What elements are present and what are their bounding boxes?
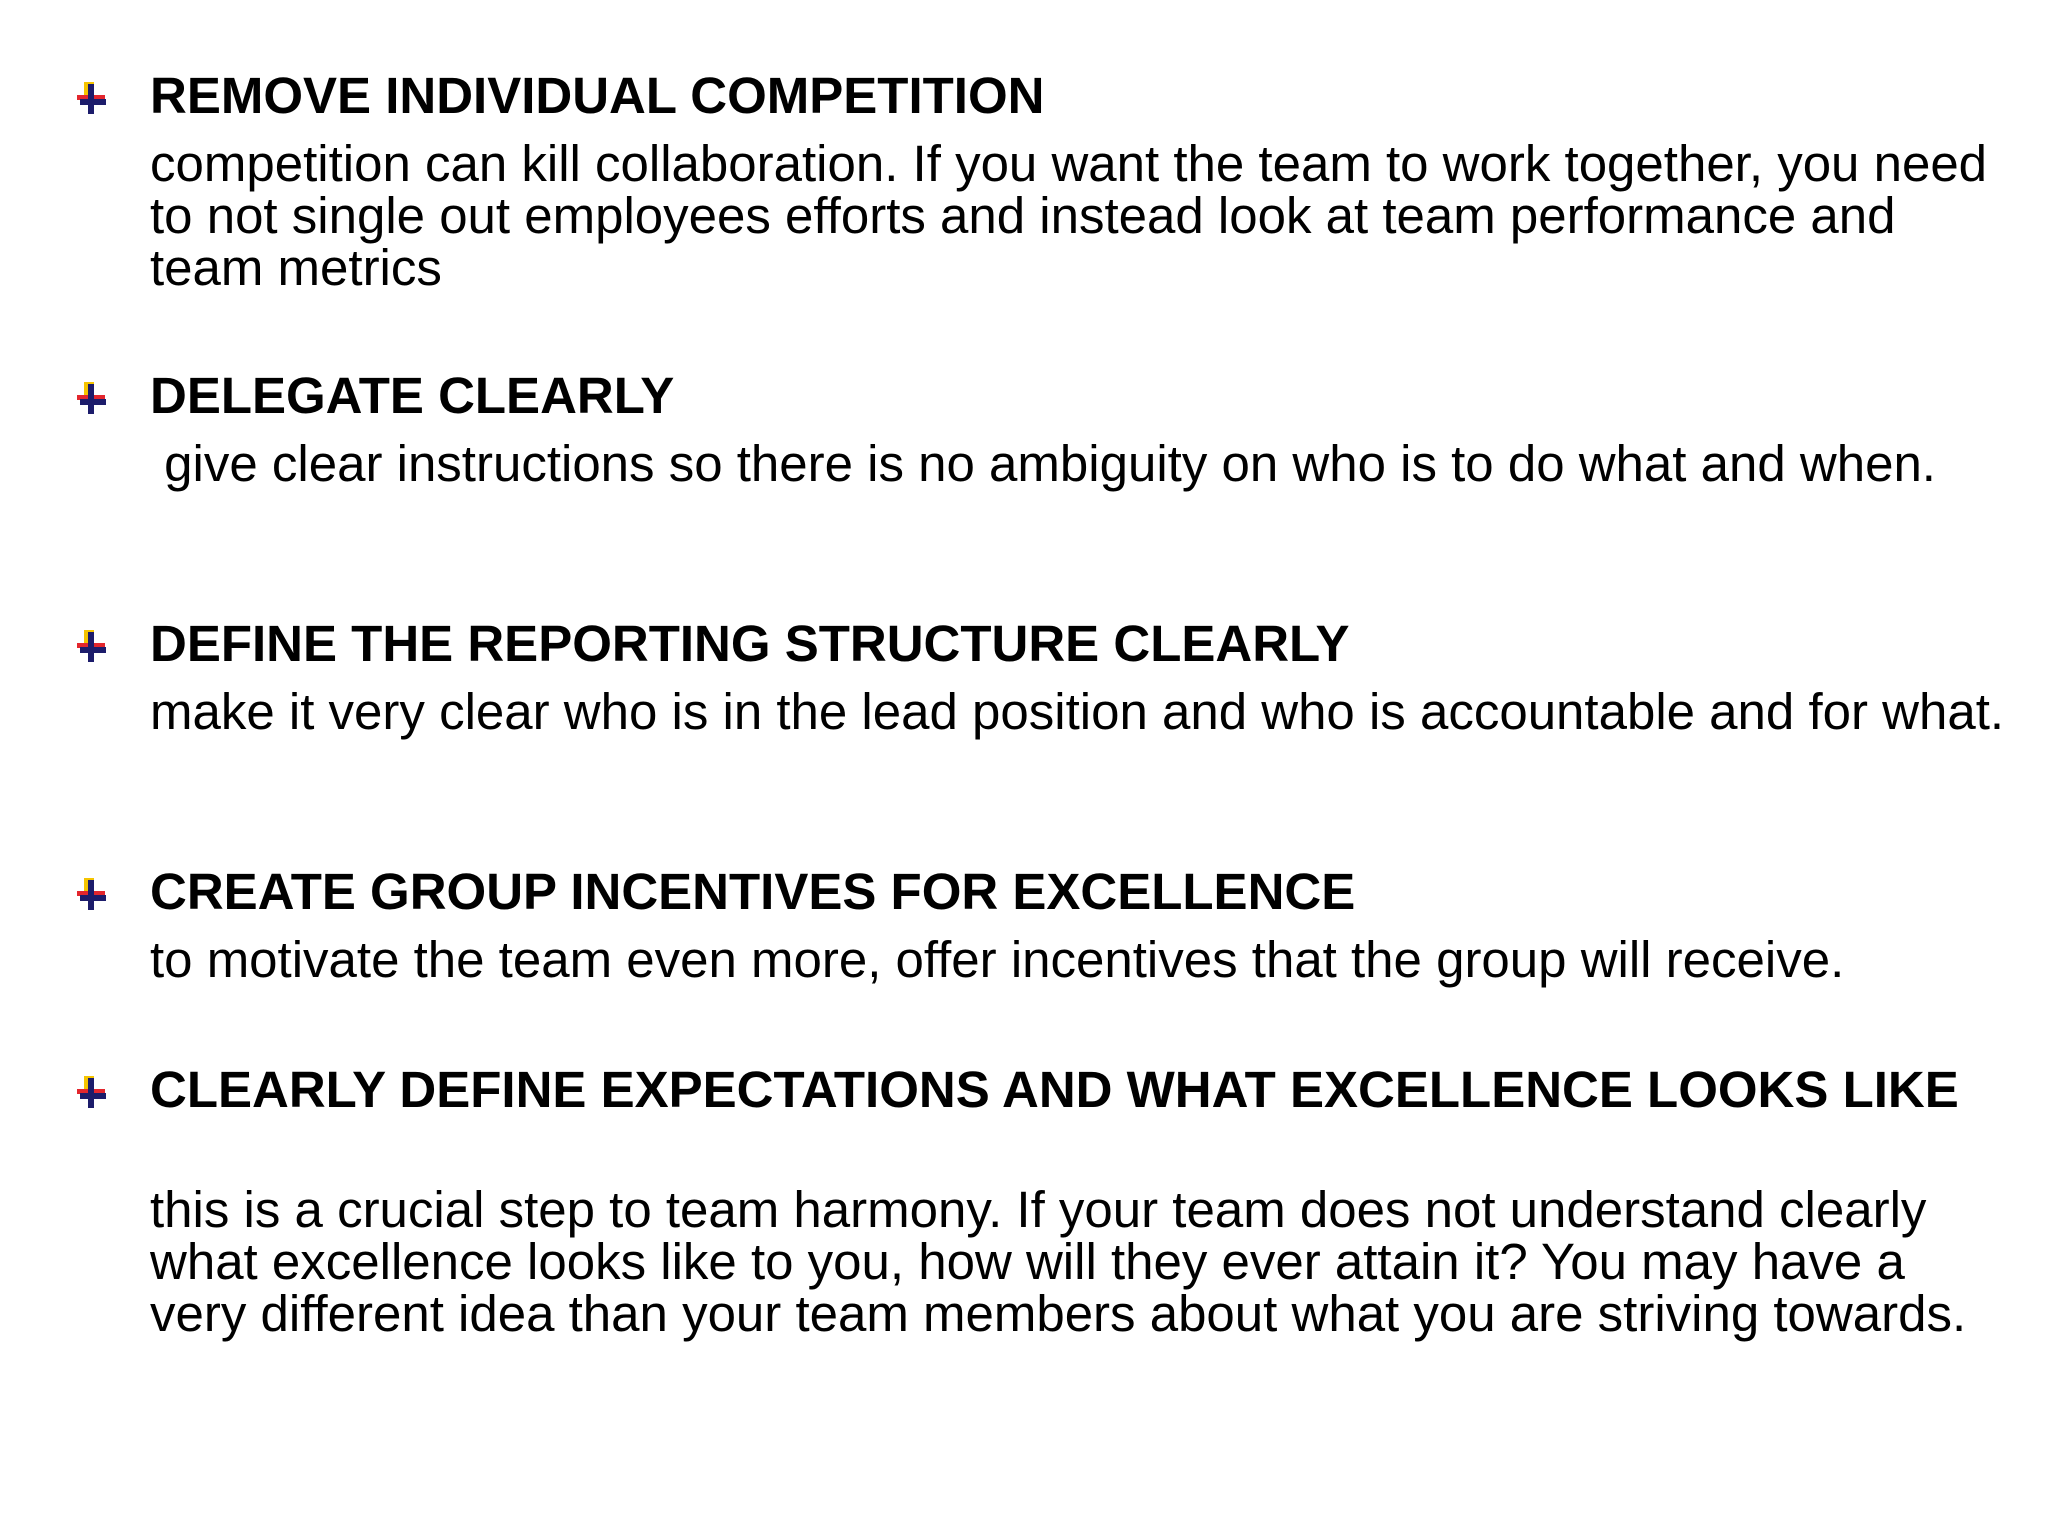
item-heading: CREATE GROUP INCENTIVES FOR EXCELLENCE (150, 863, 1356, 920)
item-body: competition can kill collaboration. If you want the team to work together, you need to not single out employees efforts and instead look at team performance and team metrics (150, 135, 2002, 296)
plus-cross-bullet-icon (74, 876, 110, 912)
item-heading: DELEGATE CLEARLY (150, 367, 675, 424)
item-body: make it very clear who is in the lead position and who is accountable and for what. (150, 683, 2005, 740)
plus-cross-bullet-icon (74, 80, 110, 116)
item-body: to motivate the team even more, offer incentives that the group will receive. (150, 931, 1845, 988)
plus-cross-bullet-icon (74, 1074, 110, 1110)
item-heading: CLEARLY DEFINE EXPECTATIONS AND WHAT EXCELLENCE LOOKS LIKE (150, 1061, 1959, 1118)
plus-cross-bullet-icon (74, 380, 110, 416)
plus-cross-bullet-icon (74, 628, 110, 664)
item-body: this is a crucial step to team harmony. If your team does not understand clearly what excellence looks like to you, how will they ever attain it? You may have a very different idea than your team members about what you are striving towards. (150, 1181, 1967, 1342)
item-heading: REMOVE INDIVIDUAL COMPETITION (150, 67, 1045, 124)
item-heading: DEFINE THE REPORTING STRUCTURE CLEARLY (150, 615, 1350, 672)
item-body: give clear instructions so there is no ambiguity on who is to do what and when. (150, 435, 1936, 492)
